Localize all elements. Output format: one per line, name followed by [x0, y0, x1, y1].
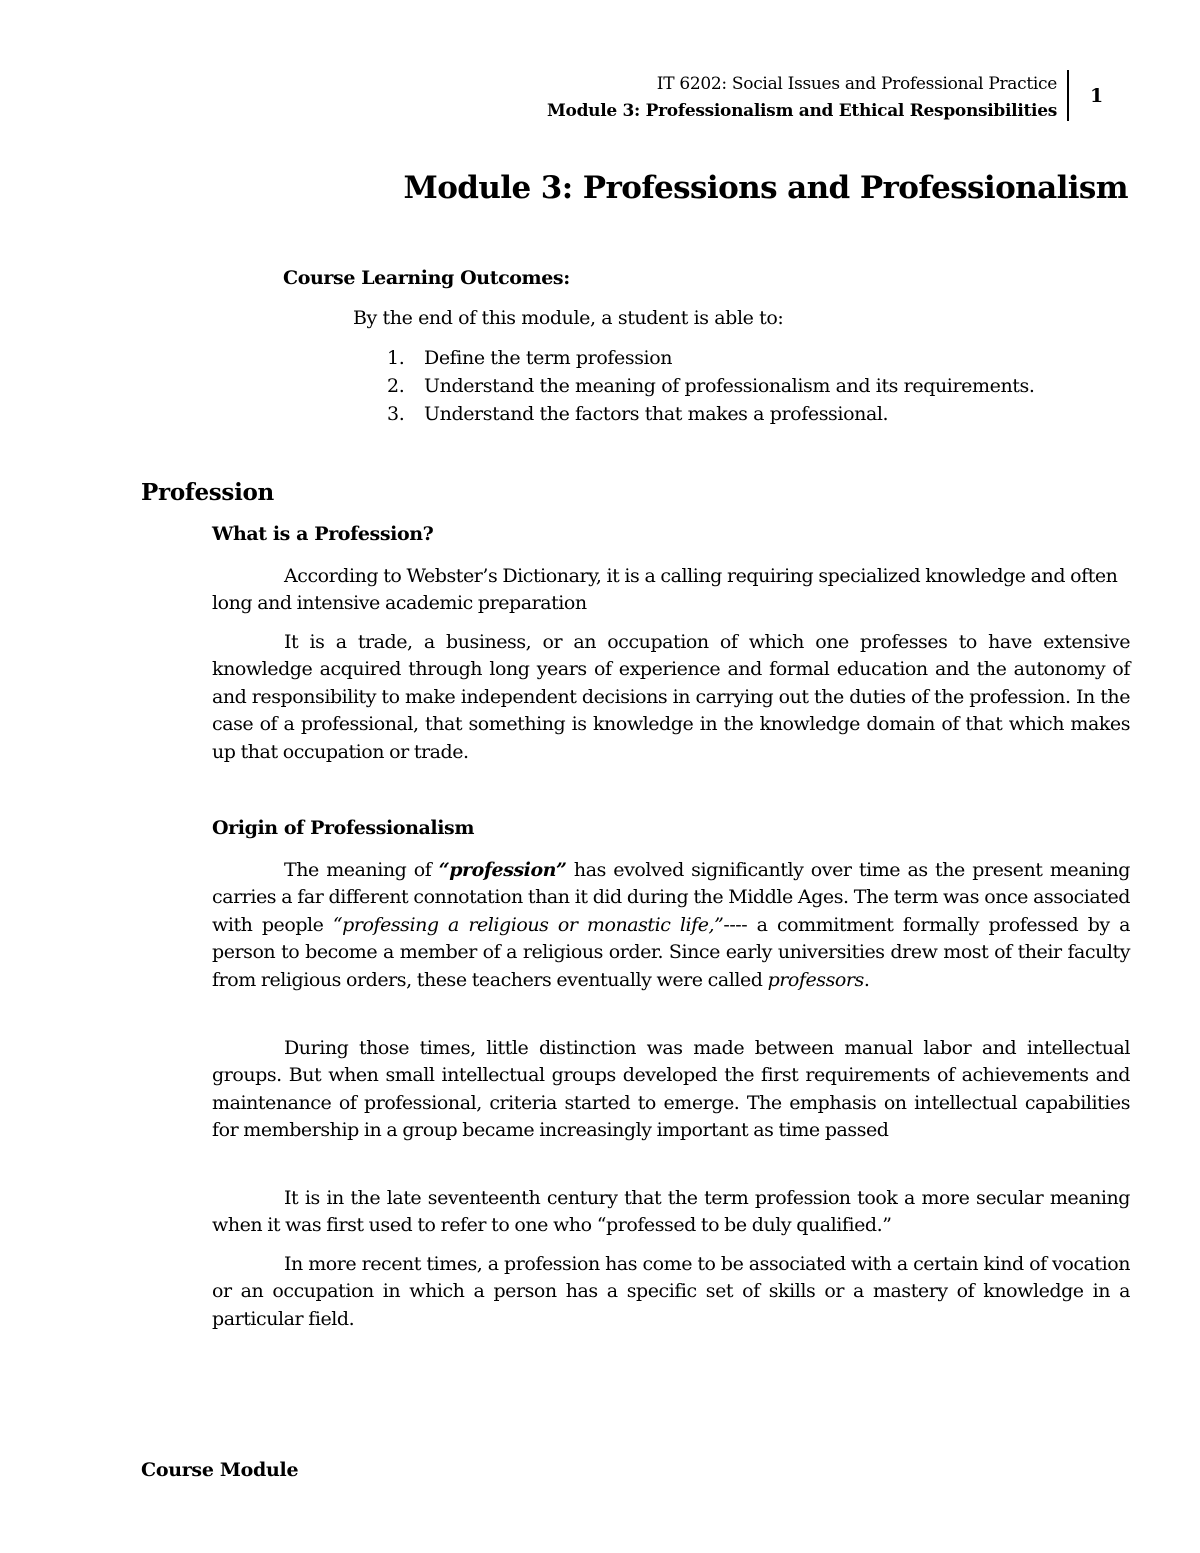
- subheading-origin: Origin of Professionalism: [212, 817, 475, 839]
- page-title: Module 3: Professions and Professionalism: [403, 170, 1128, 206]
- list-item-text: Understand the meaning of professionalism and its requirements.: [424, 375, 1035, 397]
- origin-emphasis-religious: “professing a religious or monastic life,”: [332, 913, 724, 936]
- page-footer: Course Module: [141, 1459, 299, 1481]
- section-heading-profession: Profession: [141, 479, 274, 506]
- list-item-number: 1.: [387, 347, 405, 369]
- outcomes-list: [387, 344, 1035, 428]
- header-module-title: Module 3: Professionalism and Ethical Responsibilities: [547, 101, 1057, 121]
- paragraph-origin-meaning: [212, 857, 1130, 994]
- paragraph-origin-distinction: During those times, little distinction was made between manual labor and intellectual groups. But when small intellectual groups developed the first requirements of achievements and maintenance of professional, criteria started to emerge. The emphasis on intellectual capabilities for membership in a group became increasingly important as time passed: [212, 1037, 1130, 1142]
- list-item: [387, 344, 1035, 372]
- outcomes-heading: Course Learning Outcomes:: [283, 267, 570, 289]
- origin-text-part: .: [863, 968, 870, 991]
- header-course-title: IT 6202: Social Issues and Professional Practice: [656, 74, 1057, 94]
- origin-emphasis-professors: professors: [767, 968, 864, 991]
- origin-text-part: has evolved significantly over time as the present meaning carries a far different connotation than it did during the Middle Ages. The term was once associated with people: [212, 859, 1130, 936]
- page-number: 1: [1090, 85, 1104, 107]
- paragraph-origin-recent: In more recent times, a profession has come to be associated with a certain kind of vocation or an occupation in which a person has a specific set of skills or a mastery of knowledge in a particular field.: [212, 1253, 1130, 1330]
- paragraph-definition: According to Webster’s Dictionary, it is a calling requiring specialized knowledge and often long and intensive academic preparation: [212, 565, 1118, 615]
- origin-text-part: The meaning of: [284, 859, 439, 881]
- paragraph-trade: It is a trade, a business, or an occupation of which one professes to have extensive knowledge acquired through long years of experience and formal education and the autonomy of and responsibility to make independent decisions in carrying out the duties of the profession. In the case of a professional, that something is knowledge in the knowledge domain of that which makes up that occupation or trade.: [212, 631, 1130, 763]
- paragraph-origin-secular: It is in the late seventeenth century that the term profession took a more secular meaning when it was first used to refer to one who “professed to be duly qualified.”: [212, 1187, 1130, 1237]
- origin-text-part: ---- a commitment formally professed by a person to become a member of a religious order. Since early universities drew most of their faculty from religious orders, these teachers eventually were called: [212, 913, 1130, 991]
- list-item-number: 2.: [387, 375, 405, 397]
- list-item-text: Define the term profession: [424, 347, 673, 369]
- outcomes-intro: By the end of this module, a student is able to:: [353, 307, 784, 329]
- list-item-number: 3.: [387, 403, 405, 425]
- list-item: [387, 372, 1035, 400]
- header-divider: [1067, 70, 1069, 121]
- subheading-what-is-profession: What is a Profession?: [212, 523, 434, 545]
- list-item-text: Understand the factors that makes a professional.: [424, 403, 889, 425]
- list-item: [387, 400, 1035, 428]
- origin-emphasis-profession: “profession”: [438, 859, 567, 881]
- running-header: [547, 71, 1057, 125]
